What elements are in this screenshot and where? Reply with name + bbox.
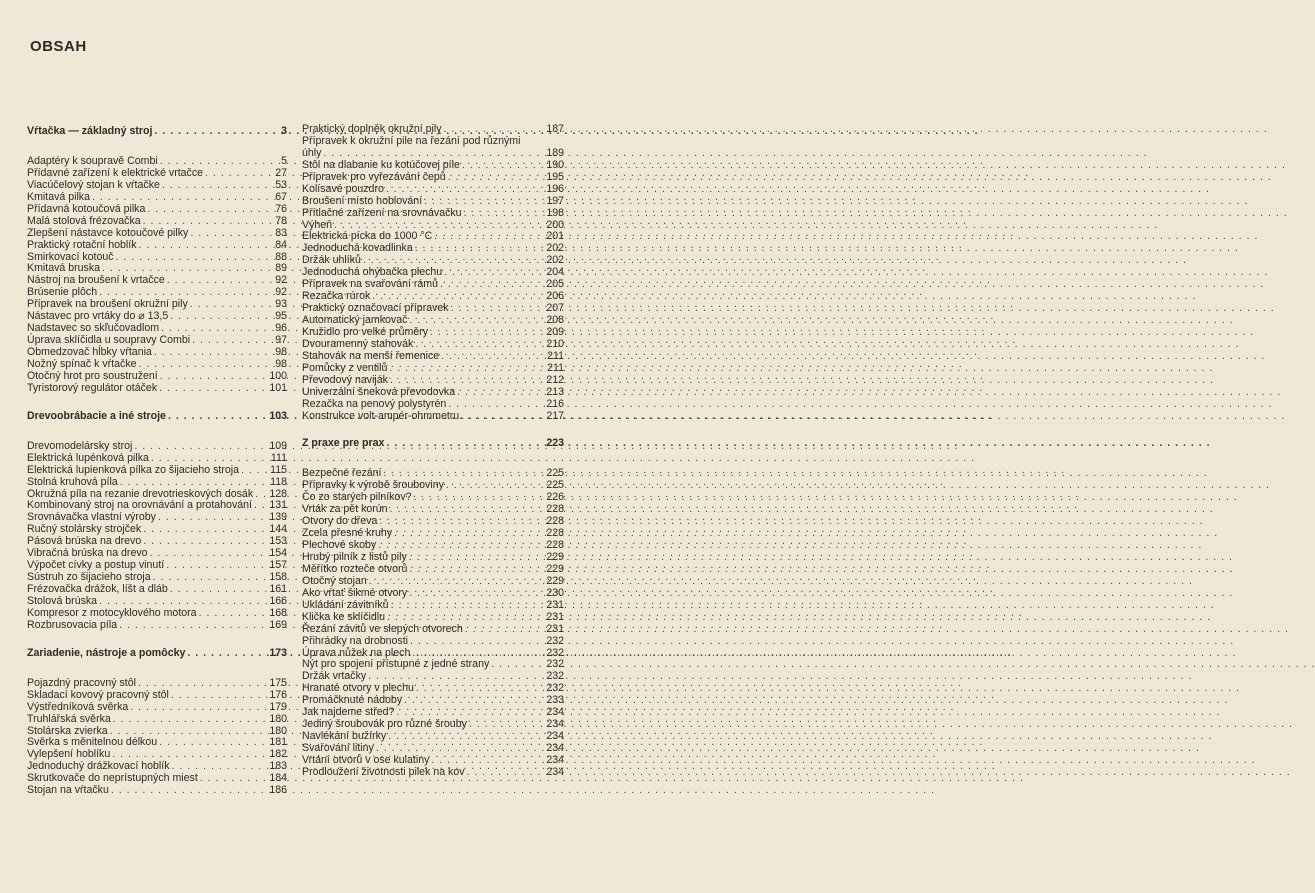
toc-entry-title: Elektrická lupienková pílka zo šijacieho stroja xyxy=(27,463,239,476)
toc-page-number: 27 xyxy=(275,166,287,179)
toc-page-number: 216 xyxy=(546,397,564,410)
toc-section-heading xyxy=(27,646,287,664)
toc-page-number: 95 xyxy=(275,310,287,323)
section-spacer xyxy=(27,632,287,646)
toc-page-number: 93 xyxy=(275,298,287,311)
toc-entry-title: Malá stolová frézovačka xyxy=(27,214,141,227)
toc-page-number: 212 xyxy=(546,373,564,386)
toc-entry xyxy=(302,600,564,612)
section-spacer xyxy=(302,422,564,436)
toc-entry-title: Čo zo starých pilníkov? xyxy=(302,491,412,504)
toc-page-number: 131 xyxy=(269,499,287,512)
dot-leader xyxy=(154,124,265,138)
toc-page-number: 144 xyxy=(269,523,287,536)
section-spacer xyxy=(27,142,287,156)
page-title: OBSAH xyxy=(30,38,87,55)
dot-leader xyxy=(190,228,265,240)
toc-entry-title: Kombinovaný stroj na orovnávání a protahování xyxy=(27,499,252,512)
toc-entry xyxy=(27,441,287,453)
toc-page-number: 101 xyxy=(269,381,287,394)
toc-page-number: 92 xyxy=(275,274,287,287)
toc-page-number: 179 xyxy=(269,700,287,713)
toc-entry-title: Automatický jamkovač xyxy=(302,314,408,326)
toc-entry-title: Výheň xyxy=(302,218,333,231)
toc-page-number: 182 xyxy=(269,748,287,761)
toc-page-number: 78 xyxy=(275,214,287,227)
dot-leader xyxy=(389,363,542,375)
toc-entry xyxy=(302,172,564,184)
dot-leader xyxy=(92,192,265,204)
toc-page-number: 228 xyxy=(546,503,564,516)
dot-leader xyxy=(461,411,542,423)
toc-entry-title: Nástroj na broušení k vrtačce xyxy=(27,274,165,287)
toc-entry-title: Nýt pro spojení přístupné z jedné strany xyxy=(302,658,490,671)
toc-entry xyxy=(27,620,287,632)
toc-entry-title: Přípravky k výrobě šrouboviny xyxy=(302,479,444,492)
toc-page-number: 187 xyxy=(546,123,564,135)
toc-entry-title: Převodový naviják xyxy=(302,373,388,386)
toc-entry xyxy=(27,216,287,228)
toc-page-number: 100 xyxy=(269,369,287,382)
toc-section-heading xyxy=(302,436,564,454)
toc-entry-title: Pomůcky z ventilů xyxy=(302,361,388,374)
dot-leader xyxy=(465,624,542,636)
section-heading-text: Vŕtačka — základný stroj xyxy=(27,125,153,137)
toc-page-number: 190 xyxy=(546,158,564,171)
toc-page-number: 67 xyxy=(275,190,287,203)
dot-leader xyxy=(462,160,542,172)
toc-entry-title: Vibračná brúska na drevo xyxy=(27,547,148,560)
toc-entry xyxy=(27,228,287,240)
toc-page-number: 169 xyxy=(269,618,287,631)
toc-entry-title: Truhlářská svěrka xyxy=(27,712,111,725)
toc-page-number: 53 xyxy=(275,178,287,191)
toc-page-number: 197 xyxy=(546,194,564,207)
toc-page-number: 98 xyxy=(275,357,287,370)
dot-leader xyxy=(143,216,265,228)
toc-entry-title: Jednoduchá ohýbačka plechu xyxy=(302,266,443,279)
toc-entry xyxy=(302,196,564,208)
toc-entry-title: Kmitavá pilka xyxy=(27,190,90,203)
toc-page-number: 158 xyxy=(269,571,287,584)
toc-page-number: 3 xyxy=(281,125,287,137)
toc-entry-title: Skrutkovače do neprístupných miest xyxy=(27,772,198,785)
toc-entry-title: úhly xyxy=(302,146,322,159)
toc-page-number: 234 xyxy=(546,730,564,743)
toc-entry-title: Stolárska zvierka xyxy=(27,724,108,737)
toc-entry-title: Okružná píla na rezanie drevotrieskových dosák xyxy=(27,487,254,500)
toc-page-number: 231 xyxy=(546,610,564,623)
toc-page-number: 173 xyxy=(269,646,287,659)
toc-entry-title: Rezačka rúrok xyxy=(302,290,371,303)
dot-leader xyxy=(448,172,542,184)
toc-entry-title: Hranaté otvory v plechu xyxy=(302,682,414,695)
toc-entry-title: Přípravek pro vyřezávání čepů xyxy=(302,170,446,183)
toc-entry-title: Vylepšení hoblíku xyxy=(27,748,111,761)
toc-entry-title: Tyristorový regulátor otáček xyxy=(27,381,158,394)
toc-entry xyxy=(302,399,564,411)
toc-page-number: 189 xyxy=(546,146,564,159)
toc-page-number: 206 xyxy=(546,290,564,303)
toc-page-number: 233 xyxy=(546,694,564,707)
toc-entry xyxy=(302,351,564,363)
toc-entry xyxy=(27,702,287,714)
toc-entry-title: Promáčknuté nádoby xyxy=(302,694,403,707)
toc-entry-title: Ukládání závitníků xyxy=(302,598,389,611)
toc-entry-title: Drevomodelársky stroj xyxy=(27,439,133,452)
toc-page-number: 226 xyxy=(546,491,564,504)
toc-page-number: 225 xyxy=(546,479,564,492)
dot-leader xyxy=(187,646,265,660)
toc-entry-title: Úprava sklíčidla u soupravy Combi xyxy=(27,334,191,347)
dot-leader xyxy=(457,387,542,399)
toc-page-number: 217 xyxy=(546,409,564,422)
toc-entry xyxy=(302,636,564,648)
toc-left-column xyxy=(27,124,287,797)
toc-entry-title: Otočný stojan xyxy=(302,574,367,587)
dot-leader xyxy=(424,196,542,208)
toc-entry-title: Dvouramenný stahovák xyxy=(302,337,414,350)
toc-entry xyxy=(302,208,564,220)
toc-entry xyxy=(302,184,564,196)
toc-entry-title: Broušení místo hoblování xyxy=(302,194,423,207)
toc-entry-title: Jednoduchý drážkovací hoblík xyxy=(27,760,170,773)
toc-page-number: 229 xyxy=(546,551,564,563)
toc-page-number: 154 xyxy=(269,547,287,560)
section-spacer xyxy=(27,664,287,678)
toc-page-number: 84 xyxy=(275,238,287,251)
toc-entry-title: Vrtání otvorů v ose kulatiny xyxy=(302,753,430,766)
toc-page-number: 204 xyxy=(546,266,564,279)
section-spacer xyxy=(27,395,287,409)
toc-page-number: 234 xyxy=(546,706,564,719)
toc-entry-title: Vrták za pět korún xyxy=(302,503,388,516)
toc-page-number: 168 xyxy=(269,606,287,619)
toc-entry-title: Klička ke sklíčidlu xyxy=(302,610,386,623)
toc-entry-title: Kolísavé pouzdro xyxy=(302,182,384,195)
toc-page-number: 128 xyxy=(269,487,287,500)
toc-page-number: 89 xyxy=(275,262,287,275)
dot-leader xyxy=(171,690,265,702)
toc-page-number: 184 xyxy=(269,772,287,785)
toc-entry-title: Kompresor z motocyklového motora xyxy=(27,606,197,619)
toc-entry-title: Řezání závitů ve slepých otvorech xyxy=(302,622,463,635)
dot-leader xyxy=(168,409,265,423)
toc-page-number: 232 xyxy=(546,646,564,659)
section-heading-text: Z praxe pre prax xyxy=(302,437,385,450)
dot-leader xyxy=(159,383,265,395)
toc-page-number: 213 xyxy=(546,385,564,398)
toc-page-number: 181 xyxy=(269,736,287,749)
dot-leader xyxy=(441,351,542,363)
toc-entry-title: Bezpečné řezání xyxy=(302,467,382,480)
dot-leader xyxy=(151,453,265,465)
toc-entry-title: Stolová brúska xyxy=(27,594,98,607)
dot-leader xyxy=(409,588,542,600)
toc-entry xyxy=(302,411,564,423)
toc-section-heading xyxy=(27,409,287,427)
toc-entry-title: Kmitavá bruska xyxy=(27,262,101,275)
toc-entry-title: Jediný šroubovák pro různé šrouby xyxy=(302,718,467,731)
toc-entry xyxy=(27,240,287,252)
toc-page-number: 225 xyxy=(546,467,564,480)
toc-entry-title: Praktický doplněk okružní pily xyxy=(302,123,442,135)
toc-entry xyxy=(302,363,564,375)
toc-page-number: 183 xyxy=(269,760,287,773)
toc-entry-title: Pásová brúska na drevo xyxy=(27,535,142,548)
toc-page-number: 229 xyxy=(546,562,564,575)
toc-page-number: 234 xyxy=(546,718,564,731)
dot-leader xyxy=(119,620,265,632)
dot-leader xyxy=(386,436,542,450)
toc-entry-title: Držák vrtačky xyxy=(302,670,367,683)
toc-entry-title: Jednoduchá kovadlinka xyxy=(302,242,413,255)
toc-entry-title: Stahovák na menší řemenice xyxy=(302,349,440,362)
toc-entry-title: Univerzální šneková převodovka xyxy=(302,385,456,398)
toc-entry xyxy=(27,785,287,797)
toc-entry-title: Výpočet cívky a postup vinutí xyxy=(27,559,165,572)
toc-entry-title: Přídavná kotoučová pilka xyxy=(27,202,146,215)
toc-page-number: 234 xyxy=(546,742,564,754)
dot-leader xyxy=(448,399,542,411)
toc-entry xyxy=(27,453,287,465)
toc-entry-title: Přítlačné zařízení na srovnávačku xyxy=(302,206,462,219)
toc-page-number: 98 xyxy=(275,346,287,358)
toc-section-heading xyxy=(27,124,287,142)
toc-entry-title: Elektrická pícka do 1000 °C xyxy=(302,230,433,243)
toc-entry-title: Praktický rotační hoblík xyxy=(27,238,137,251)
toc-entry-title: Sústruh zo šijacieho stroja xyxy=(27,571,151,584)
toc-page-number: 195 xyxy=(546,170,564,183)
toc-entry-title: Přihrádky na drobnosti xyxy=(302,634,408,647)
dot-leader xyxy=(139,240,265,252)
section-heading-text: Drevoobrábacie a iné stroje xyxy=(27,409,166,422)
toc-page-number: 139 xyxy=(269,511,287,524)
toc-entry-title: Frézovačka drážok, líšt a dláb xyxy=(27,583,168,595)
toc-entry-title: Přípravek na broušení okružní pily xyxy=(27,298,188,311)
toc-entry xyxy=(302,588,564,600)
toc-page-number: 92 xyxy=(275,286,287,299)
toc-entry xyxy=(302,767,564,779)
dot-leader xyxy=(241,465,265,477)
toc-page-number: 166 xyxy=(269,594,287,607)
toc-entry-title: Nadstavec so skľučovadlom xyxy=(27,322,160,335)
toc-page-number: 228 xyxy=(546,515,564,528)
dot-leader xyxy=(130,702,265,714)
toc-page-number: 196 xyxy=(546,182,564,195)
toc-entry-title: Přípravek k okružní pile na řezání pod různými xyxy=(302,134,521,147)
toc-page-number: 234 xyxy=(546,753,564,766)
toc-entry-title: Viacúčelový stojan k vŕtačke xyxy=(27,178,160,191)
toc-page-number: 232 xyxy=(546,682,564,695)
toc-entry xyxy=(302,160,564,172)
toc-page-number: 223 xyxy=(546,437,564,450)
toc-entry-title: Skladací kovový pracovný stôl xyxy=(27,688,169,701)
toc-page-number: 153 xyxy=(269,535,287,548)
toc-page-number: 180 xyxy=(269,712,287,725)
toc-entry-title: Ako vŕtať šikmé otvory xyxy=(302,586,408,599)
toc-entry-title: Srovnávačka vlastní výroby xyxy=(27,511,156,524)
toc-entry-title: Úprava nůžek na plech xyxy=(302,646,411,659)
toc-page-number: 232 xyxy=(546,670,564,683)
toc-entry xyxy=(302,612,564,624)
toc-entry-title: Konstrukce volt-ampér-ohmmetru xyxy=(302,409,460,422)
toc-page-number: 157 xyxy=(269,559,287,572)
toc-entry xyxy=(302,387,564,399)
toc-page-number: 228 xyxy=(546,527,564,540)
dot-leader xyxy=(410,636,542,648)
toc-entry xyxy=(302,375,564,387)
toc-entry-title: Kružidlo pro velké průměry xyxy=(302,325,428,338)
dot-leader xyxy=(120,477,265,489)
toc-page-number: 5 xyxy=(281,155,287,167)
toc-entry-title: Rozbrusovacia píla xyxy=(27,618,118,631)
toc-page-number: 202 xyxy=(546,242,564,255)
toc-page-number: 176 xyxy=(269,688,287,701)
toc-page-number: 97 xyxy=(275,334,287,347)
toc-page-number: 207 xyxy=(546,302,564,315)
toc-entry-title: Měřítko rozteče otvorů xyxy=(302,562,408,575)
toc-page-number: 180 xyxy=(269,724,287,737)
toc-page-number: 186 xyxy=(269,784,287,797)
toc-entry-title: Adaptéry k soupravě Combi xyxy=(27,155,158,167)
toc-entry-title: Rezačka na penový polystyrén xyxy=(302,397,447,410)
toc-entry-title: Výstředníková svěrka xyxy=(27,700,129,713)
toc-entry-title: Nožný spínač k vŕtačke xyxy=(27,357,137,370)
toc-entry xyxy=(27,192,287,204)
toc-page-number: 96 xyxy=(275,322,287,335)
toc-page-number: 175 xyxy=(269,676,287,689)
toc-page-number: 83 xyxy=(275,226,287,239)
toc-page-number: 232 xyxy=(546,634,564,647)
toc-page-number: 111 xyxy=(270,451,287,464)
toc-entry-title: Svařování litiny xyxy=(302,742,374,754)
toc-entry xyxy=(27,714,287,726)
toc-page-number: 208 xyxy=(546,314,564,326)
toc-page-number: 234 xyxy=(546,765,564,778)
toc-page-number: 201 xyxy=(546,230,564,243)
section-spacer xyxy=(27,427,287,441)
toc-entry-title: Smirkovací kotouč xyxy=(27,250,114,263)
toc-entry-title: Přídavné zařízení k elektrické vrtačce xyxy=(27,166,204,179)
toc-entry-title: Svěrka s měnitelnou délkou xyxy=(27,736,158,749)
toc-entry-title: Elektrická lupénková pilka xyxy=(27,451,149,464)
toc-page-number: 103 xyxy=(269,409,287,422)
section-spacer xyxy=(302,454,564,468)
toc-entry-title: Držák uhlíků xyxy=(302,254,361,267)
toc-page-number: 109 xyxy=(269,439,287,452)
toc-page-number: 228 xyxy=(546,539,564,552)
dot-leader xyxy=(111,785,265,797)
toc-page-number: 88 xyxy=(275,250,287,263)
toc-entry xyxy=(27,690,287,702)
toc-entry-title: Ručný stolársky strojček xyxy=(27,523,142,536)
toc-page-number: 209 xyxy=(546,325,564,338)
toc-entry-title: Prodloužení životnosti pilek na kov xyxy=(302,765,465,778)
dot-leader xyxy=(113,714,265,726)
dot-leader xyxy=(387,612,542,624)
toc-entry-title: Stolná kruhová píla xyxy=(27,475,118,488)
toc-page-number: 202 xyxy=(546,254,564,267)
toc-entry-title: Stôl na dlabanie ku kotúčovej píle xyxy=(302,158,460,171)
dot-leader xyxy=(147,204,265,216)
toc-entry-title: Praktický označovací přípravek xyxy=(302,302,449,315)
dot-leader xyxy=(464,208,542,220)
toc-right-column xyxy=(302,124,564,779)
toc-entry xyxy=(27,477,287,489)
toc-page-number: 115 xyxy=(270,463,287,476)
dot-leader xyxy=(390,375,542,387)
toc-entry-title: Jak najdeme střed? xyxy=(302,706,395,719)
toc-page-number: 230 xyxy=(546,586,564,599)
toc-entry-title: Otvory do dřeva xyxy=(302,515,378,528)
toc-page-number: 161 xyxy=(269,583,287,595)
toc-page-number: 200 xyxy=(546,218,564,231)
toc-entry-title: Zlepšení nástavce kotoučové pilky xyxy=(27,226,189,239)
toc-entry xyxy=(27,678,287,690)
toc-page-number: 232 xyxy=(546,658,564,671)
toc-page-number: 210 xyxy=(546,337,564,350)
toc-entry-title: Nástavec pro vrtáky do ⌀ 13,5 xyxy=(27,310,169,323)
toc-page-number: 231 xyxy=(546,598,564,611)
toc-page-number: 118 xyxy=(270,475,287,488)
dot-leader xyxy=(467,767,542,779)
toc-page-number: 76 xyxy=(275,202,287,215)
toc-entry-title: Přípravek na svařování rámů xyxy=(302,278,439,291)
section-heading-text: Zariadenie, nástroje a pomôcky xyxy=(27,646,186,659)
toc-page-number: 229 xyxy=(546,574,564,587)
dot-leader xyxy=(138,678,265,690)
toc-entry-title: Zcela přesné kruhy xyxy=(302,527,393,540)
dot-leader xyxy=(386,184,542,196)
toc-page-number: 211 xyxy=(547,361,564,374)
toc-entry-title: Stojan na vŕtačku xyxy=(27,784,109,797)
toc-entry-title: Obmedzovač hĺbky vŕtania xyxy=(27,346,152,358)
dot-leader xyxy=(134,441,265,453)
toc-entry-title: Otočný hrot pro soustružení xyxy=(27,369,158,382)
toc-entry-title: Pojazdný pracovný stôl xyxy=(27,676,136,689)
dot-leader xyxy=(391,600,542,612)
toc-page-number: 198 xyxy=(546,206,564,219)
toc-page-number: 231 xyxy=(546,622,564,635)
toc-entry xyxy=(27,204,287,216)
toc-page-number: 205 xyxy=(546,278,564,291)
toc-entry-title: Plechové skoby xyxy=(302,539,377,552)
toc-entry-title: Navlékání bužírky xyxy=(302,730,387,743)
toc-page-number: 211 xyxy=(547,349,564,362)
toc-entry xyxy=(302,624,564,636)
toc-entry-title: Brúsenie plôch xyxy=(27,286,98,299)
toc-entry xyxy=(27,465,287,477)
page xyxy=(0,0,600,893)
toc-entry xyxy=(27,383,287,395)
toc-entry-title: Hrubý pilník z listů pily xyxy=(302,551,407,563)
